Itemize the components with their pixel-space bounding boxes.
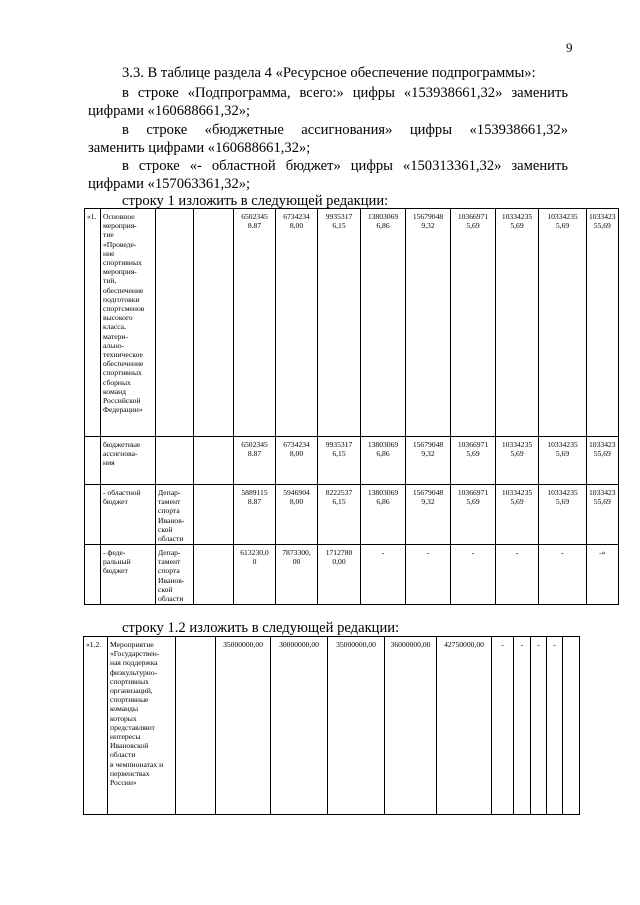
cell-text: спортивных (103, 368, 142, 378)
paragraph-line: 3.3. В таблице раздела 4 «Ресурсное обеспечение подпрограммы»: (122, 65, 536, 81)
cell-text: 10334235 (501, 212, 533, 221)
cell-text: - (537, 640, 540, 649)
value-cell (234, 485, 276, 545)
value-cell (318, 437, 361, 485)
cell-text: тий, (103, 276, 117, 286)
value-cell (216, 637, 271, 815)
paragraph-line: цифрами «160688661,32»; (88, 103, 251, 119)
value-cell (406, 209, 451, 437)
value-cell (385, 637, 437, 815)
executor-cell (156, 485, 194, 545)
cell-text: 36000000,00 (390, 640, 431, 649)
row-number-cell (85, 209, 101, 437)
value-cell (276, 437, 318, 485)
value-cell (531, 637, 547, 815)
value-cell (539, 437, 587, 485)
value-cell (437, 637, 492, 815)
cell-text: 42750000,00 (444, 640, 484, 649)
cell-text: 13803069 (367, 212, 399, 221)
cell-text: 13803069 (367, 440, 399, 449)
cell-text: 6,86 (376, 449, 390, 459)
cell-text: 6,86 (376, 497, 390, 507)
cell-text: 55,69 (593, 221, 611, 231)
paragraph-line: цифрами «157063361,32»; (88, 176, 251, 192)
cell-text: Мероприятие (110, 640, 154, 649)
cell-text: подготовки (103, 294, 140, 304)
cell-text: высокого (103, 313, 133, 323)
value-cell (318, 545, 361, 605)
row-number-cell (85, 437, 101, 485)
cell-text: 9935317 (325, 440, 353, 449)
cell-text: области (110, 750, 136, 760)
cell-text: 6734234 (283, 212, 310, 221)
cell-text: 9,32 (421, 449, 435, 459)
row-number-cell (84, 637, 108, 815)
value-cell (406, 545, 451, 605)
value-cell (361, 545, 406, 605)
cell-text: 35000000,00 (336, 640, 376, 649)
cell-text: обеспечение (103, 359, 144, 369)
cell-text: России» (110, 778, 137, 788)
cell-text: 00 (292, 557, 301, 567)
value-cell (451, 485, 496, 545)
cell-text: 13803069 (367, 488, 399, 497)
source-cell (194, 485, 234, 545)
cell-text: 613230,0 (240, 548, 269, 557)
cell-text: представляют (110, 722, 155, 732)
cell-text: 55,69 (593, 497, 611, 507)
cell-text: «1.2. (86, 640, 102, 649)
cell-text: ской (158, 584, 173, 594)
cell-text: 5,69 (466, 497, 480, 507)
cell-text: 5,69 (466, 221, 480, 231)
executor-cell (156, 209, 194, 437)
source-cell (194, 209, 234, 437)
cell-text: области (158, 594, 184, 604)
cell-text: ная поддержка (110, 658, 158, 668)
source-cell (194, 437, 234, 485)
cell-text: бюджет (103, 566, 128, 576)
cell-text: 8,00 (289, 449, 304, 459)
cell-text: 15679048 (412, 440, 444, 449)
cell-text: мероприя- (103, 221, 137, 231)
cell-text: Депар- (158, 488, 181, 497)
cell-text: команды (110, 704, 139, 714)
value-cell (318, 209, 361, 437)
value-cell (271, 637, 328, 815)
cell-text: 15679048 (412, 212, 444, 221)
cell-text: интересы (110, 732, 141, 742)
cell-text: 5,69 (510, 221, 524, 231)
executor-cell (156, 437, 194, 485)
table-row (85, 437, 619, 485)
executor-cell (156, 545, 194, 605)
cell-text: 6,86 (376, 221, 390, 231)
cell-text: спортивные (110, 695, 149, 705)
row-number-cell (85, 545, 101, 605)
cell-text: 10334235 (547, 488, 578, 497)
value-cell (234, 545, 276, 605)
cell-text: Федерации» (103, 405, 143, 415)
cell-text: 1033423 (589, 212, 616, 221)
activity-name-cell (101, 437, 156, 485)
cell-text: 5889115 (241, 488, 268, 497)
value-cell (496, 545, 539, 605)
cell-text: 55,69 (593, 449, 611, 459)
cell-text: спортсменов (103, 304, 145, 314)
cell-text: спорта (158, 566, 180, 576)
value-cell (496, 209, 539, 437)
cell-text: тамент (158, 497, 181, 507)
cell-text: 9,32 (421, 221, 435, 231)
value-cell (539, 209, 587, 437)
cell-text: - (553, 640, 556, 649)
cell-text: 6,15 (332, 497, 346, 507)
cell-text: 10334235 (501, 488, 533, 497)
row-number-cell (85, 485, 101, 545)
cell-text: 10334235 (547, 212, 578, 221)
table-row (85, 485, 619, 545)
paragraph-regional-budget (88, 157, 568, 193)
cell-text: техническое (103, 350, 143, 360)
cell-text: - областной (103, 488, 141, 497)
activity-name-cell (101, 485, 156, 545)
value-cell (547, 637, 563, 815)
paragraph-line: в строке «Подпрограмма, всего:» цифры «153938661,32» заменить (122, 85, 568, 101)
cell-text: ральный (103, 557, 131, 567)
value-cell (361, 209, 406, 437)
cell-text: бюджет (103, 497, 128, 507)
cell-text: 30000000,00 (279, 640, 319, 649)
value-cell (587, 545, 619, 605)
cell-text: 9935317 (325, 212, 353, 221)
heading-row-1: строку 1 изложить в следующей редакции: (122, 193, 389, 209)
cell-text: 0 (252, 557, 257, 567)
cell-text: - (501, 640, 504, 649)
cell-text: Ивановской (110, 741, 149, 751)
cell-text: - феде- (103, 548, 126, 557)
cell-text: 6734234 (283, 440, 310, 449)
cell-text: Иванов- (158, 515, 185, 525)
value-cell (406, 437, 451, 485)
activity-name-cell (101, 545, 156, 605)
value-cell (496, 437, 539, 485)
cell-text: 10366971 (457, 440, 489, 449)
cell-text: спортивных (110, 676, 149, 686)
cell-text: 5,69 (555, 497, 570, 507)
cell-text: Российской (103, 396, 141, 406)
cell-text: 8.87 (247, 497, 262, 507)
cell-text: которых (110, 713, 137, 723)
cell-text: команд (103, 386, 127, 396)
cell-text: 10334235 (501, 440, 533, 449)
cell-text: 8.87 (247, 449, 262, 459)
paragraph-budget-allocations (88, 121, 568, 157)
paragraph-line: заменить цифрами «160688661,32»; (88, 140, 311, 156)
cell-text: спорта (158, 506, 180, 516)
cell-text: тамент (158, 557, 181, 567)
cell-text: 8222537 (325, 488, 353, 497)
value-cell (276, 545, 318, 605)
cell-text: 5,69 (555, 449, 570, 459)
value-cell (361, 485, 406, 545)
cell-text: 5,69 (510, 497, 524, 507)
cell-text: 5,69 (466, 449, 480, 459)
cell-text: тие (103, 230, 114, 240)
cell-text: сборных (103, 377, 131, 387)
cell-text: 5,69 (510, 449, 524, 459)
cell-text: - (426, 548, 430, 557)
value-cell (492, 637, 514, 815)
cell-text: 15679048 (412, 488, 444, 497)
cell-text: класса, (103, 322, 126, 332)
cell-text: - (381, 548, 385, 557)
value-cell (587, 437, 619, 485)
value-cell (451, 209, 496, 437)
cell-text: 8,00 (289, 497, 304, 507)
value-cell (318, 485, 361, 545)
cell-text: «Государствен- (110, 649, 160, 659)
activity-name-cell (108, 637, 176, 815)
activity-name-cell (101, 209, 156, 437)
paragraph-line: в строке «- областной бюджет» цифры «150313361,32» заменить (122, 158, 568, 174)
cell-text: 7873300, (282, 548, 311, 557)
cell-text: матери- (103, 331, 129, 341)
cell-text: физкультурно- (110, 667, 158, 677)
cell-text: 1033423 (589, 440, 616, 449)
value-cell (539, 485, 587, 545)
value-cell (276, 485, 318, 545)
value-cell (451, 545, 496, 605)
executor-cell (176, 637, 216, 815)
cell-text: первенствах (110, 768, 150, 778)
table-row (84, 637, 580, 815)
cell-text: ально- (103, 340, 125, 350)
cell-text: 8,00 (289, 221, 304, 231)
cell-text: - (471, 548, 475, 557)
cell-text: обеспечение (103, 285, 144, 295)
heading-row-1-2: строку 1.2 изложить в следующей редакции: (122, 620, 400, 636)
paragraph-program-total (88, 84, 568, 120)
page-number: 9 (566, 40, 573, 55)
cell-text: спортивных (103, 258, 142, 268)
value-cell (539, 545, 587, 605)
source-cell (194, 545, 234, 605)
cell-text: Иванов- (158, 575, 185, 585)
value-cell (587, 209, 619, 437)
cell-text: 8.87 (247, 221, 262, 231)
cell-text: 6502345 (241, 440, 268, 449)
cell-text: ассигнова- (103, 449, 138, 459)
table-row (85, 545, 619, 605)
paragraph-line: в строке «бюджетные ассигнования» цифры «153938661,32» (122, 122, 568, 138)
value-cell (361, 437, 406, 485)
cell-text: - (515, 548, 519, 557)
value-cell (514, 637, 531, 815)
cell-text: 9,32 (421, 497, 435, 507)
cell-text: 1712780 (325, 548, 353, 557)
cell-text: области (158, 534, 184, 544)
value-cell (234, 209, 276, 437)
cell-text: организаций, (110, 686, 153, 696)
value-cell (276, 209, 318, 437)
cell-text: «1. (87, 212, 97, 221)
paragraph-3-3 (88, 64, 602, 82)
cell-text: ния (103, 458, 115, 468)
cell-text: -» (599, 548, 606, 557)
value-cell (496, 485, 539, 545)
cell-text: 10334235 (547, 440, 578, 449)
cell-text: Основное (103, 212, 135, 221)
cell-text: в чемпионатах и (110, 759, 164, 769)
cell-text: - (520, 640, 524, 649)
cell-text: 6,15 (332, 449, 346, 459)
value-cell (587, 485, 619, 545)
cell-text: 5946904 (283, 488, 310, 497)
cell-text: «Проведе- (103, 239, 137, 249)
cell-text: 1033423 (589, 488, 616, 497)
value-cell (451, 437, 496, 485)
cell-text: 6,15 (332, 221, 346, 231)
value-cell (234, 437, 276, 485)
cell-text: 6502345 (241, 212, 268, 221)
cell-text: 5,69 (555, 221, 570, 231)
cell-text: 35000000,00 (223, 640, 263, 649)
cell-text: мероприя- (103, 267, 137, 277)
cell-text: ние (103, 248, 115, 258)
cell-text: Депар- (158, 548, 181, 557)
cell-text: 10366971 (457, 488, 489, 497)
cell-text: 10366971 (457, 212, 489, 221)
cell-text: бюджетные (103, 440, 141, 449)
value-cell (328, 637, 385, 815)
table-row-1-2 (83, 636, 580, 815)
table-row (85, 209, 619, 437)
cell-text: - (561, 548, 564, 557)
cell-text: 0,00 (332, 557, 346, 567)
value-cell (406, 485, 451, 545)
empty-cell (563, 637, 580, 815)
table-row-1 (84, 208, 619, 605)
cell-text: ской (158, 524, 173, 534)
